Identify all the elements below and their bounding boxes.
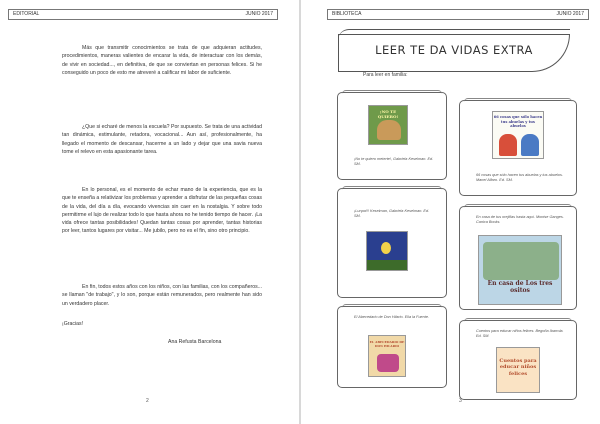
- left-header-section: EDITORIAL: [13, 11, 40, 17]
- book-caption-3: El Abecedario de Don Hilario. Elia la Fuente.: [354, 315, 429, 319]
- signature: Ana Refusta Barcelona: [168, 339, 222, 345]
- right-header-date: JUNIO 2017: [556, 11, 584, 17]
- right-page: [301, 0, 600, 424]
- page-title: LEER TE DA VIDAS EXTRA: [338, 34, 570, 72]
- book-card-5: [459, 206, 577, 310]
- left-page-number: 2: [146, 398, 149, 404]
- paragraph-1: Más que transmitir conocimientos se trata de que adquieran actitudes, procedimientos, maneras valientes de encarar la vida, de interactuar con los demás, de vivir en sociedad..., en definitiva, de que se conviertan en personas felices. Si he conseguido un poco de esto me atreveré a calificar mi labor de suficiente.: [62, 45, 262, 76]
- left-page: [0, 0, 299, 424]
- right-header: [327, 9, 589, 20]
- cover-map: [483, 242, 559, 280]
- book-card-1: [337, 92, 447, 180]
- book-cover-6: Cuentos para educar niños felices: [496, 347, 540, 393]
- book-caption-4: 66 cosas que sólo hacen tus abuelas y tus abuelos. Manel Alfaro. Ed. SM.: [476, 173, 563, 183]
- cover-figure: [381, 242, 391, 254]
- left-header: [8, 9, 278, 20]
- cover-illustration: [499, 134, 517, 156]
- left-header-date: JUNIO 2017: [245, 11, 273, 17]
- right-page-number: 3: [459, 398, 462, 404]
- book-card-4: [459, 100, 577, 196]
- cover-illustration: [377, 120, 401, 140]
- thanks-text: ¡Gracias!: [62, 321, 84, 327]
- book-card-2: [337, 188, 447, 298]
- subtitle: Para leer en familia:: [363, 72, 408, 78]
- paragraph-3: En lo personal, es el momento de echar mano de la experiencia, que es la que te enseña a relativizar los problemas y aprender a disfrutar de las pequeñas cosas de la vida, del día a día, evocando vivencias sin caer en la nostalgia. Y sobre todo permitirme el lujo de realizar todo lo que hasta ahora no he tenido tiempo de hacer. ¡La vida ofrece tantas posibilidades! Quedan tantas cosas por aprender, tantas historias por leer, tantos lugares por visitar... Me jubilo, pero no es el fin, sino otro principio.: [62, 187, 262, 235]
- cover-ground: [367, 260, 407, 270]
- paragraph-4: En fin, todos estos años con los niños, con las familias, con los compañeros... se llaman "de trabajo", y lo son, porque están remunerados, pero realmente han sido un verdadero placer.: [62, 284, 262, 307]
- book-caption-1: ¡No te quiero meterte!, Gabriela Keselman. Ed. SM.: [354, 157, 434, 167]
- book-card-6: [459, 320, 577, 400]
- book-cover-1: ¡NO TE QUIERO!: [368, 105, 408, 145]
- paragraph-2: ¿Que si echaré de menos la escuela? Por supuesto. Se trata de una actividad tan dinámica, estimulante, retadora, vocacional... Aun así, profesionalmente, ha llegado el momento de descansar, hacerme a un lado y dejar que una savia nueva tome el relevo en esta apasionante tarea.: [62, 124, 262, 155]
- book-card-3: [337, 306, 447, 388]
- cover-illustration: [377, 354, 399, 372]
- cover-illustration: [521, 134, 539, 156]
- right-header-section: BIBLIOTECA: [332, 11, 362, 17]
- book-caption-5: En casa de tus orejillas hasta aquí. Montse Ganges. Canica Books.: [476, 215, 564, 225]
- book-cover-5: En casa de Los tres ositos: [478, 235, 562, 305]
- book-caption-2: ¡Lunpa!!! Keselman, Gabriela Keselman. Ed. SM.: [354, 209, 430, 219]
- book-cover-2: [366, 231, 408, 271]
- book-caption-6: Cuentos para educar niños felices. Begoña Ibarrola. Ed. SM.: [476, 329, 564, 339]
- book-cover-3: EL ABECEDARIO DE DON HILARIO: [368, 335, 406, 377]
- book-cover-4: 66 cosas que sólo hacen tus abuelas y tus abuelos: [492, 111, 544, 159]
